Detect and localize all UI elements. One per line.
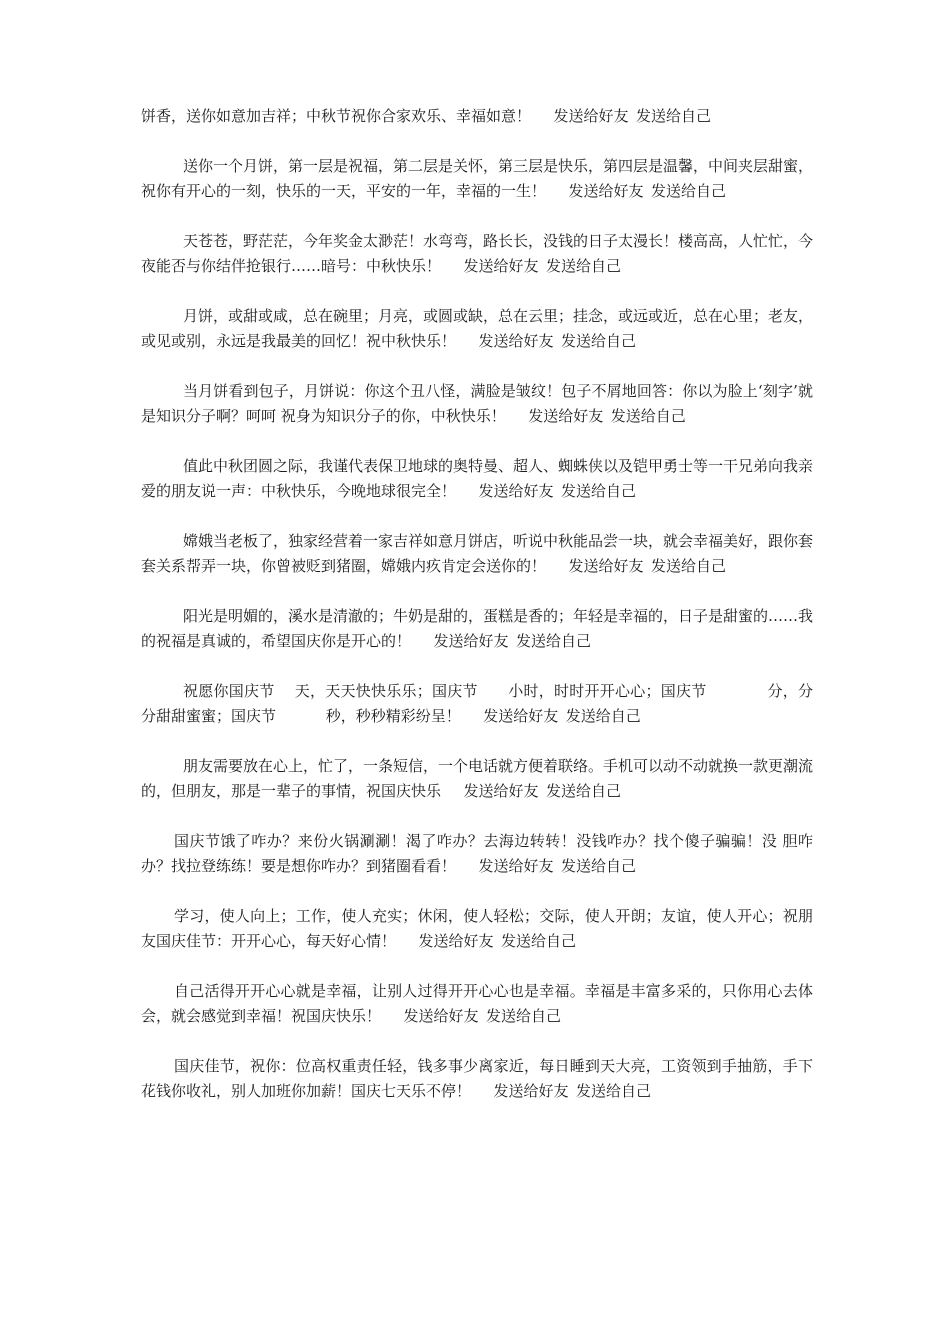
send-to-self-link[interactable]: 发送给自己 [486,1007,562,1025]
message-text: 送你一个月饼，第一层是祝福，第二层是关怀，第三层是快乐，第四层是温馨，中间夹层甜蜜，祝你有开心的一刻，快乐的一天，平安的一年，幸福的一生！ [141,157,814,200]
message-2 [141,154,813,204]
message-12 [141,904,813,954]
send-to-friend-link[interactable]: 发送给好友 [463,782,539,800]
message-11 [141,829,813,879]
message-text: 学习，使人向上；工作，使人充实；休闲，使人轻松；交际，使人开朗；友谊，使人开心；祝朋友国庆佳节：开开心心，每天好心情！ [141,907,813,950]
send-to-self-link[interactable]: 发送给自己 [546,257,622,275]
send-to-friend-link[interactable]: 发送给好友 [478,857,554,875]
message-14 [141,1054,813,1104]
message-7 [141,529,813,579]
send-to-friend-link[interactable]: 发送给好友 [433,632,509,650]
message-text: 祝愿你国庆节 天，天天快快乐乐；国庆节 小时，时时开开心心；国庆节 分，分分甜甜蜜蜜；国庆节 秒，秒秒精彩纷呈！ [141,682,813,725]
send-to-self-link[interactable]: 发送给自己 [651,557,727,575]
send-to-friend-link[interactable]: 发送给好友 [403,1007,479,1025]
send-to-self-link[interactable]: 发送给自己 [561,857,637,875]
send-to-friend-link[interactable]: 发送给好友 [463,257,539,275]
message-text: 值此中秋团圆之际，我谨代表保卫地球的奥特曼、超人、蜘蛛侠以及铠甲勇士等一干兄弟向我亲爱的朋友说一声：中秋快乐，今晚地球很完全！ [141,457,814,500]
send-to-self-link[interactable]: 发送给自己 [516,632,592,650]
message-text: 自己活得开开心心就是幸福，让别人过得开开心心也是幸福。幸福是丰富多采的，只你用心去体会，就会感觉到幸福！祝国庆快乐！ [141,982,813,1025]
message-5 [141,379,813,429]
send-to-friend-link[interactable]: 发送给好友 [568,557,644,575]
message-13 [141,979,813,1029]
message-1 [141,104,813,129]
message-8 [141,604,813,654]
message-text: 饼香，送你如意加吉祥；中秋节祝你合家欢乐、幸福如意！ [141,107,532,125]
send-to-friend-link[interactable]: 发送给好友 [528,407,604,425]
message-3 [141,229,813,279]
message-6 [141,454,813,504]
document-page [141,104,813,1129]
send-to-friend-link[interactable]: 发送给好友 [478,332,554,350]
send-to-self-link[interactable]: 发送给自己 [561,332,637,350]
send-to-self-link[interactable]: 发送给自己 [546,782,622,800]
message-4 [141,304,813,354]
message-text: 当月饼看到包子，月饼说：你这个丑八怪，满脸是皱纹！包子不屑地回答：你以为脸上‘刻字’就是知识分子啊？呵呵 祝身为知识分子的你，中秋快乐！ [141,382,813,425]
send-to-friend-link[interactable]: 发送给好友 [483,707,559,725]
message-text: 阳光是明媚的，溪水是清澈的；牛奶是甜的，蛋糕是香的；年轻是幸福的，日子是甜蜜的……我的祝福是真诚的，希望国庆你是开心的！ [141,607,814,650]
message-text: 嫦娥当老板了，独家经营着一家吉祥如意月饼店，听说中秋能品尝一块，就会幸福美好，跟你套套关系帮弄一块，你曾被贬到猪圈，嫦娥内疚肯定会送你的！ [141,532,814,575]
message-text: 月饼，或甜或咸，总在碗里；月亮，或圆或缺，总在云里；挂念，或远或近，总在心里；老友，或见或别，永远是我最美的回忆！祝中秋快乐！ [141,307,814,350]
send-to-self-link[interactable]: 发送给自己 [651,182,727,200]
message-text: 国庆节饿了咋办？来份火锅涮涮！渴了咋办？去海边转转！没钱咋办？找个傻子骗骗！没 胆咋办？找拉登练练！要是想你咋办？到猪圈看看！ [141,832,813,875]
send-to-self-link[interactable]: 发送给自己 [576,1082,652,1100]
send-to-friend-link[interactable]: 发送给好友 [493,1082,569,1100]
send-to-self-link[interactable]: 发送给自己 [565,707,641,725]
send-to-friend-link[interactable]: 发送给好友 [568,182,644,200]
message-text: 国庆佳节，祝你：位高权重责任轻，钱多事少离家近，每日睡到天大亮，工资领到手抽筋，手下花钱你收礼，别人加班你加薪！国庆七天乐不停！ [141,1057,813,1100]
message-text: 天苍苍，野茫茫，今年奖金太渺茫！水弯弯，路长长，没钱的日子太漫长！楼高高，人忙忙，今夜能否与你结伴抢银行……暗号：中秋快乐！ [141,232,814,275]
message-10 [141,754,813,804]
message-9 [141,679,813,729]
send-to-self-link[interactable]: 发送给自己 [501,932,577,950]
send-to-self-link[interactable]: 发送给自己 [561,482,637,500]
send-to-friend-link[interactable]: 发送给好友 [418,932,494,950]
send-to-self-link[interactable]: 发送给自己 [610,407,686,425]
send-to-friend-link[interactable]: 发送给好友 [553,107,629,125]
send-to-self-link[interactable]: 发送给自己 [636,107,712,125]
send-to-friend-link[interactable]: 发送给好友 [478,482,554,500]
message-text: 朋友需要放在心上，忙了，一条短信，一个电话就方便着联络。手机可以动不动就换一款更潮流的，但朋友，那是一辈子的事情，祝国庆快乐 [141,757,814,800]
